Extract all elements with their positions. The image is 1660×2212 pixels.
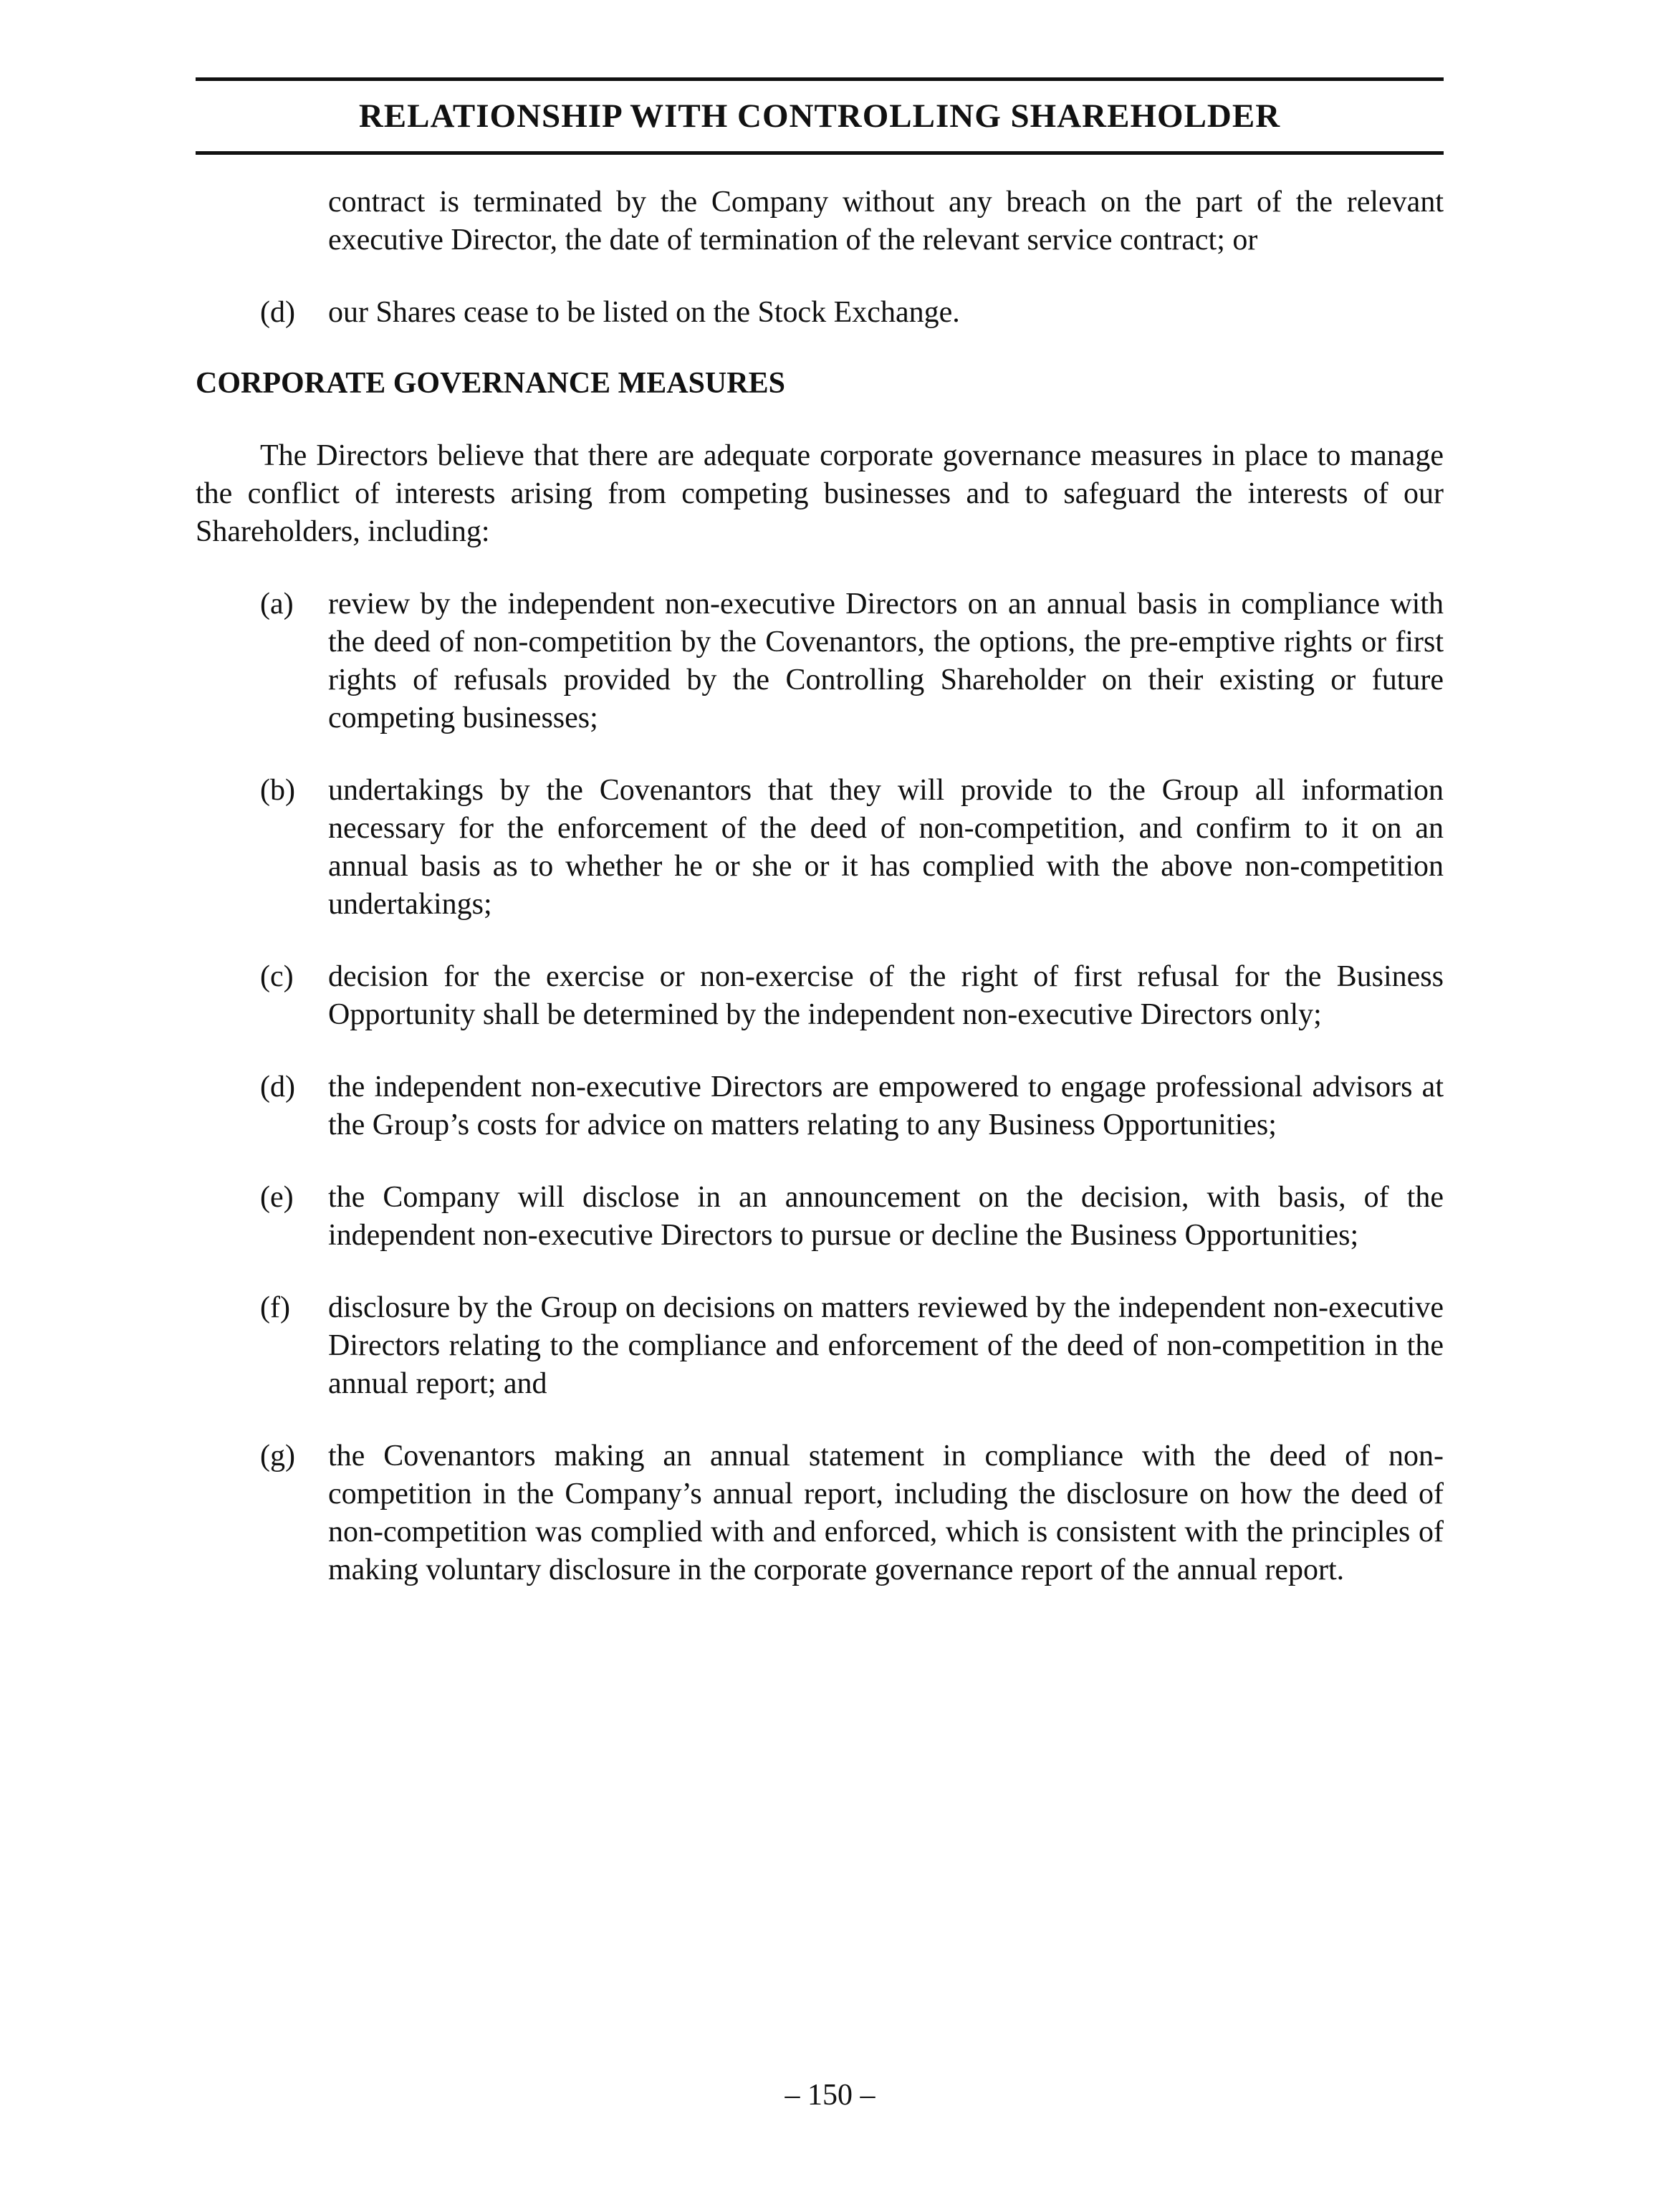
list-item bbox=[196, 1068, 1444, 1144]
list-item-text: our Shares cease to be listed on the Stock Exchange. bbox=[328, 296, 960, 329]
list-item-text: the Covenantors making an annual statement in compliance with the deed of non-competition in the Company’s annual report, including the disclosure on how the deed of non-competition was complied with and enforced, which is consistent with the principles of making voluntary disclosure in the corporate governance report of the annual report. bbox=[328, 1440, 1444, 1586]
list-item bbox=[196, 1179, 1444, 1255]
header-top-rule bbox=[196, 77, 1444, 81]
list-item bbox=[196, 1437, 1444, 1589]
prior-list-item bbox=[196, 294, 1444, 332]
section-intro-paragraph: The Directors believe that there are adequate corporate governance measures in place to manage the conflict of interests arising from competing businesses and to safeguard the interests of our Shareholders, including: bbox=[196, 439, 1444, 548]
list-item bbox=[196, 1289, 1444, 1403]
header-bottom-rule bbox=[196, 151, 1444, 155]
list-item-text: the Company will disclose in an announcement on the decision, with basis, of the independent non-executive Directors to pursue or decline the Business Opportunities; bbox=[328, 1181, 1444, 1252]
list-item-number: (f) bbox=[260, 1291, 290, 1324]
list-item bbox=[196, 958, 1444, 1034]
document-page bbox=[196, 77, 1444, 2177]
list-item bbox=[196, 585, 1444, 737]
list-item-number: (b) bbox=[260, 774, 295, 807]
list-item-number: (a) bbox=[260, 588, 294, 621]
list-item-text: decision for the exercise or non-exercise of the right of first refusal for the Business Opportunity shall be determined by the independent non-executive Directors only; bbox=[328, 960, 1444, 1031]
list-item-number: (e) bbox=[260, 1181, 294, 1214]
list-item-text: disclosure by the Group on decisions on matters reviewed by the independent non-executive Directors relating to the compliance and enforcement of the deed of non-competition in the annual report; and bbox=[328, 1291, 1444, 1400]
list-item bbox=[196, 772, 1444, 924]
list-item-number: (d) bbox=[260, 1071, 295, 1103]
list-item-number: (g) bbox=[260, 1440, 295, 1473]
page-header-title: RELATIONSHIP WITH CONTROLLING SHAREHOLDER bbox=[358, 97, 1281, 135]
list-item-number: (d) bbox=[260, 296, 295, 329]
page-number: – 150 – bbox=[785, 2079, 875, 2112]
list-item-text: review by the independent non-executive Directors on an annual basis in compliance with the deed of non-competition by the Covenantors, the options, the pre-emptive rights or first rights of refusals provided by the Controlling Shareholder on their existing or future competing businesses; bbox=[328, 588, 1444, 734]
section-heading: CORPORATE GOVERNANCE MEASURES bbox=[196, 367, 785, 400]
continuation-paragraph: contract is terminated by the Company without any breach on the part of the relevant executive Director, the date of termination of the relevant service contract; or bbox=[328, 186, 1444, 257]
list-item-text: undertakings by the Covenantors that they will provide to the Group all information necessary for the enforcement of the deed of non-competition, and confirm to it on an annual basis as to whether he or she or it has complied with the above non-competition undertakings; bbox=[328, 774, 1444, 921]
list-item-text: the independent non-executive Directors are empowered to engage professional advisors at the Group’s costs for advice on matters relating to any Business Opportunities; bbox=[328, 1071, 1444, 1141]
list-item-number: (c) bbox=[260, 960, 294, 993]
